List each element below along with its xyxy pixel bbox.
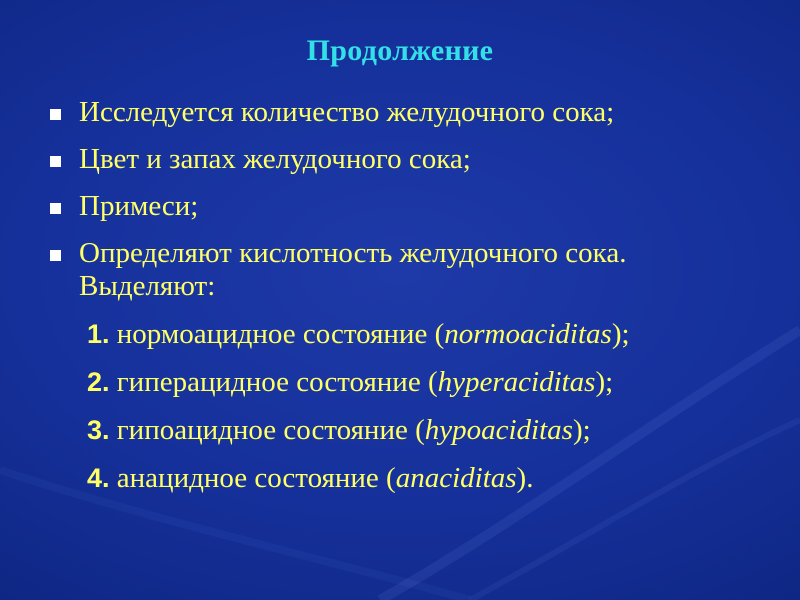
square-bullet-icon (50, 250, 61, 261)
sub-item-number: 3. (87, 415, 110, 445)
square-bullet-icon (50, 109, 61, 120)
sub-item-number: 1. (87, 319, 110, 349)
sub-item-text: анацидное состояние ( (109, 462, 396, 494)
sub-item-latin: hyperaciditas (437, 366, 596, 398)
bullet-item (46, 143, 766, 176)
sub-item-end: ); (611, 318, 630, 350)
bullet-text: Исследуется количество желудочного сока; (79, 96, 615, 128)
sub-item (46, 462, 766, 495)
sub-item-end: ); (595, 366, 614, 398)
sub-item (46, 414, 766, 447)
sub-item (46, 366, 766, 399)
sub-item-latin: hypoaciditas (424, 414, 573, 446)
bullet-item (46, 237, 766, 303)
bullet-text: Цвет и запах желудочного сока; (79, 143, 471, 175)
square-bullet-icon (50, 156, 61, 167)
sub-item-text: гипоацидное состояние ( (109, 414, 425, 446)
bullet-text: Примеси; (79, 190, 199, 222)
sub-item-number: 4. (87, 463, 110, 493)
bullet-text: Определяют кислотность желудочного сока. Выделяют: (79, 237, 627, 302)
sub-item-latin: normoaciditas (444, 318, 612, 350)
bullet-item (46, 190, 766, 223)
bullet-list (46, 96, 766, 510)
slide-title: Продолжение (306, 34, 494, 67)
sub-item-end: ); (572, 414, 591, 446)
sub-item-text: нормоацидное состояние ( (109, 318, 445, 350)
bullet-item (46, 96, 766, 129)
square-bullet-icon (50, 203, 61, 214)
sub-item-latin: anaciditas (395, 462, 517, 494)
sub-item-end: ). (516, 462, 534, 494)
sub-item-number: 2. (87, 367, 110, 397)
sub-item-text: гиперацидное состояние ( (109, 366, 438, 398)
sub-item (46, 318, 766, 351)
